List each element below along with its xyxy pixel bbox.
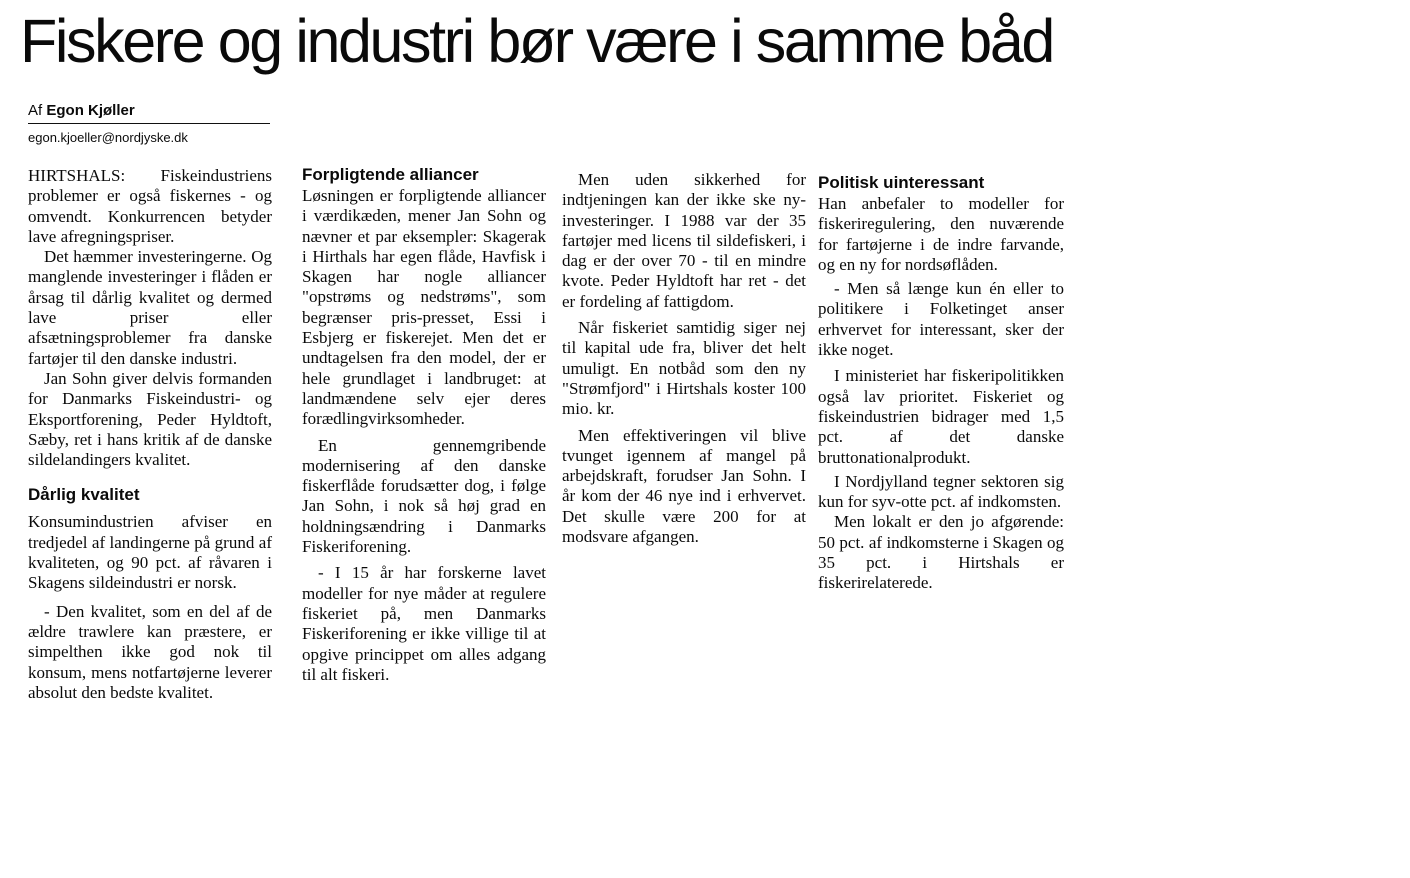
column-1 [28, 166, 272, 703]
subheading-politisk-uinteressant: Politisk uinteressant [818, 173, 985, 192]
column-2 [302, 164, 546, 685]
subheading-darlig-kvalitet: Dårlig kvalitet [28, 485, 140, 505]
paragraph: Men effektiveringen vil blive tvunget igennem af mangel på arbejdskraft, forudser Jan Sohn. I år kom der 46 nye ind i erhvervet. Det skulle være 200 for at modsvare afgangen. [562, 425, 806, 547]
paragraph: Konsumindustrien afviser en tredjedel af landingerne på grund af kvaliteten, og 90 pct. af råvaren i Skagens sildeindustri er norsk. [28, 512, 272, 593]
headline: Fiskere og industri bør være i samme båd [20, 7, 1053, 75]
paragraph: Når fiskeriet samtidig siger nej til kapital ude fra, bliver det helt umuligt. En notbåd som den ny "Strømfjord" i Hirtshals koster 100 mio. kr. [562, 318, 806, 419]
byline [28, 100, 270, 124]
paragraph: I ministeriet har fiskeripolitikken også lav prioritet. Fiskeriet og fiskeindustrien bidrager med 1,5 pct. af det danske bruttonationalprodukt. [818, 366, 1064, 467]
byline-author: Egon Kjøller [46, 102, 135, 119]
paragraph: Jan Sohn giver delvis formanden for Danmarks Fiskeindustri- og Eksportforening, Peder Hyldtoft, Sæby, ret i hans kritik af de danske sildelandingers kvalitet. [28, 368, 272, 470]
paragraph: I Nordjylland tegner sektoren sig kun for syv-otte pct. af indkomsten. [818, 471, 1064, 512]
paragraph: HIRTSHALS: Fiskeindustriens problemer er også fiskernes - og omvendt. Konkurrencen betyder lave afregningspriser. [28, 166, 272, 246]
paragraph: Men uden sikkerhed for indtjeningen kan der ikke ske ny-investeringer. I 1988 var der 35 fartøjer med licens til sildefiskeri, i dag er der over 70 - til en mindre kvote. Peder Hyldtoft har ret - det er fordeling af fattigdom. [562, 170, 806, 311]
author-email: egon.kjoeller@nordjyske.dk [28, 130, 188, 145]
byline-prefix: Af [28, 102, 43, 119]
column-4 [818, 172, 1064, 594]
paragraph: En gennemgribende modernisering af den danske fiskerflåde forudsætter dog, i følge Jan Sohn, i nok så høj grad en holdningsændring i Danmarks Fiskeriforening. [302, 435, 546, 557]
subheading-forpligtende-alliancer: Forpligtende alliancer [302, 165, 479, 184]
paragraph: - I 15 år har forskerne lavet modeller for nye måder at regulere fiskeriet på, men Danmarks Fiskeriforening er ikke villige til at opgive princippet om alles adgang til alt fiskeri. [302, 563, 546, 684]
paragraph: Løsningen er forpligtende alliancer i værdikæden, mener Jan Sohn og nævner et par eksempler: Skagerak i Hirthals har egen flåde, Havfisk i Skagen har nogle alliancer "opstrøms og nedstrøms", som begrænser pris-presset, Essi i Esbjerg er fiskerejet. Men det er undtagelsen fra den model, der er hele grundlaget i landbruget: at landmændene selv ejer deres forædlingvirksomheder. [302, 186, 546, 429]
column-3 [562, 170, 806, 547]
paragraph: - Men så længe kun én eller to politikere i Folketinget anser erhvervet for interessant, sker der ikke noget. [818, 279, 1064, 360]
paragraph: Han anbefaler to modeller for fiskeriregulering, den nuværende for fartøjerne i de indre farvande, og en ny for nordsøflåden. [818, 194, 1064, 274]
paragraph: - Den kvalitet, som en del af de ældre trawlere kan præstere, er simpelthen ikke god nok til konsum, mens notfartøjerne leverer absolut den bedste kvalitet. [28, 601, 272, 702]
paragraph: Men lokalt er den jo afgørende: 50 pct. af indkomsterne i Skagen og 35 pct. i Hirtshals er fiskerirelaterede. [818, 512, 1064, 593]
paragraph: Det hæmmer investeringerne. Og manglende investeringer i flåden er årsag til dårlig kvalitet og dermed lave priser eller afsætningsproblemer fra danske fartøjer til den danske industri. [28, 247, 272, 368]
